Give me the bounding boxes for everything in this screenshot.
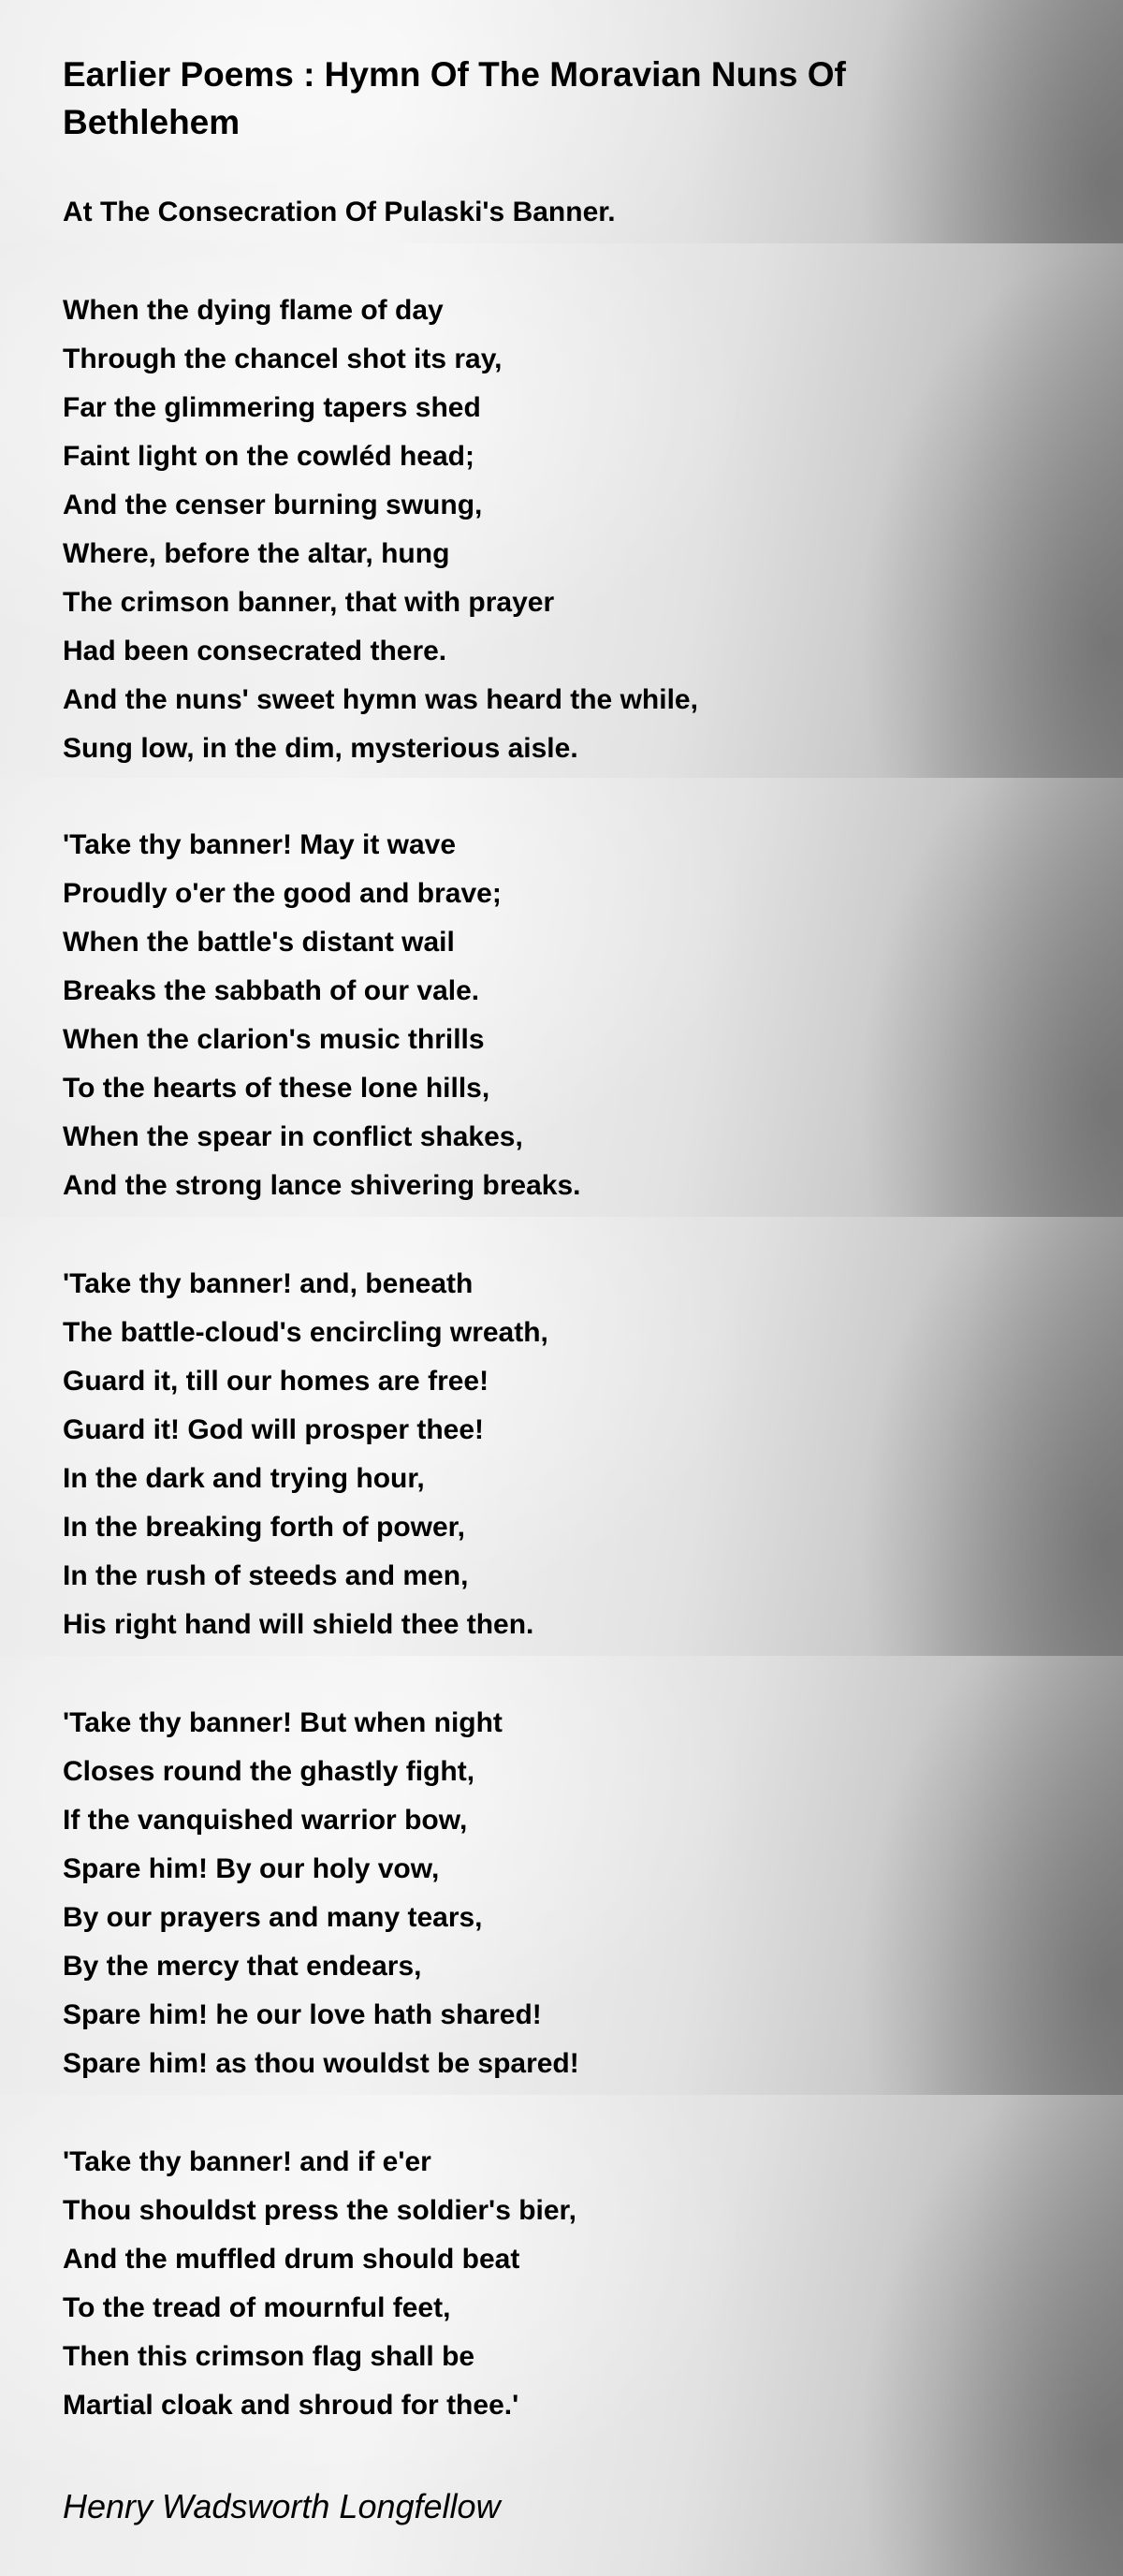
poem-line: And the strong lance shivering breaks. bbox=[63, 1170, 581, 1201]
poem-title: Earlier Poems : Hymn Of The Moravian Nuns Of Bethlehem bbox=[63, 55, 846, 141]
poem-line: Then this crimson flag shall be bbox=[63, 2341, 475, 2372]
poem-line: 'Take thy banner! and, beneath bbox=[63, 1268, 474, 1299]
poem-line: When the dying flame of day bbox=[63, 295, 444, 326]
poem-line: When the battle's distant wail bbox=[63, 927, 455, 958]
poem-line: The battle-cloud's encircling wreath, bbox=[63, 1317, 548, 1348]
poem-line: Sung low, in the dim, mysterious aisle. bbox=[63, 733, 578, 764]
poem-line: Thou shouldst press the soldier's bier, bbox=[63, 2195, 576, 2226]
stanza bbox=[0, 2095, 1123, 2576]
poem-subtitle: At The Consecration Of Pulaski's Banner. bbox=[63, 197, 616, 227]
poem-line: Spare him! By our holy vow, bbox=[63, 1853, 440, 1884]
stanza bbox=[0, 1656, 1123, 2095]
poem-line: Proudly o'er the good and brave; bbox=[63, 878, 502, 909]
poem-line: By the mercy that endears, bbox=[63, 1951, 422, 1982]
poem-line: By our prayers and many tears, bbox=[63, 1902, 483, 1933]
poem-line: Martial cloak and shroud for thee.' bbox=[63, 2390, 519, 2421]
poem-line: 'Take thy banner! May it wave bbox=[63, 829, 457, 860]
poem-line: When the spear in conflict shakes, bbox=[63, 1121, 523, 1152]
poem-line: Had been consecrated there. bbox=[63, 636, 447, 666]
poem-line: Faint light on the cowléd head; bbox=[63, 441, 474, 472]
poem-line: Breaks the sabbath of our vale. bbox=[63, 975, 480, 1006]
poem-line: Where, before the altar, hung bbox=[63, 538, 450, 569]
poem-line: In the rush of steeds and men, bbox=[63, 1560, 469, 1591]
stanza bbox=[0, 1217, 1123, 1656]
poem-line: To the tread of mournful feet, bbox=[63, 2292, 451, 2323]
poem-line: Closes round the ghastly fight, bbox=[63, 1756, 475, 1787]
poem-line: To the hearts of these lone hills, bbox=[63, 1073, 490, 1104]
poem-line: Guard it! God will prosper thee! bbox=[63, 1414, 485, 1445]
poem-line: And the censer burning swung, bbox=[63, 490, 483, 520]
poem-line: In the breaking forth of power, bbox=[63, 1512, 466, 1543]
poem-line: 'Take thy banner! But when night bbox=[63, 1707, 503, 1738]
poem-line: When the clarion's music thrills bbox=[63, 1024, 485, 1055]
poem-line: And the nuns' sweet hymn was heard the while, bbox=[63, 684, 698, 715]
poem-line: His right hand will shield thee then. bbox=[63, 1609, 534, 1640]
poem-line: Spare him! as thou wouldst be spared! bbox=[63, 2048, 579, 2079]
poem-line: If the vanquished warrior bow, bbox=[63, 1805, 468, 1836]
poem-line: And the muffled drum should beat bbox=[63, 2244, 520, 2275]
poem-line: 'Take thy banner! and if e'er bbox=[63, 2146, 431, 2177]
poem-author: Henry Wadsworth Longfellow bbox=[63, 2487, 501, 2525]
stanza bbox=[0, 243, 1123, 778]
poem-header bbox=[0, 0, 1123, 243]
poem-line: Through the chancel shot its ray, bbox=[63, 344, 503, 374]
poem-line: Guard it, till our homes are free! bbox=[63, 1366, 489, 1397]
poem-line: Spare him! he our love hath shared! bbox=[63, 1999, 542, 2030]
poem-line: Far the glimmering tapers shed bbox=[63, 392, 481, 423]
poem-line: In the dark and trying hour, bbox=[63, 1463, 425, 1494]
stanza bbox=[0, 778, 1123, 1217]
poem-line: The crimson banner, that with prayer bbox=[63, 587, 555, 618]
